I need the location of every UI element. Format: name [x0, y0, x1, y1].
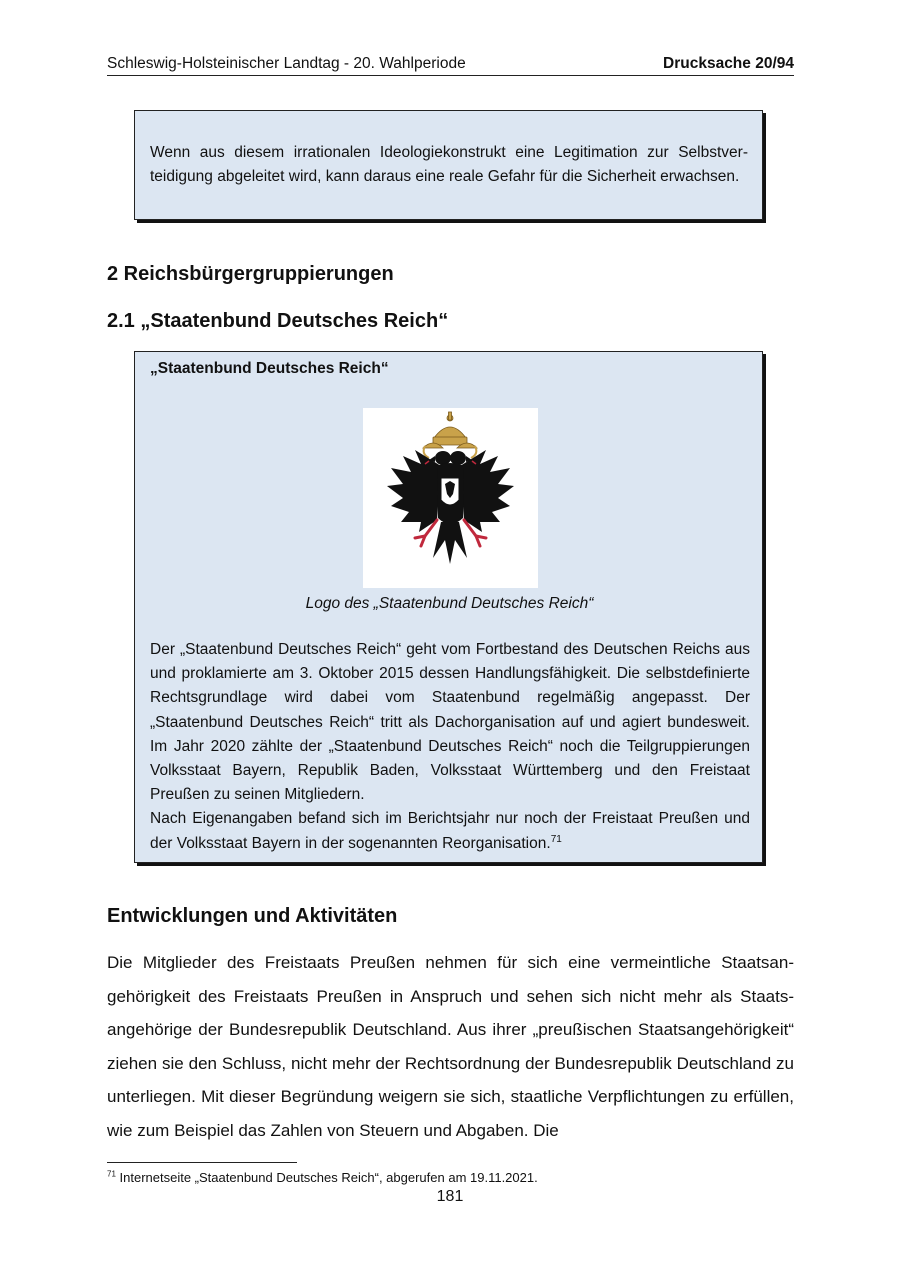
header-title: Schleswig-Holsteinischer Landtag - 20. Wahlperiode: [107, 55, 466, 72]
logo-caption: Logo des „Staatenbund Deutsches Reich“: [305, 595, 594, 612]
eagle-icon: [363, 408, 538, 588]
developments-heading: Entwicklungen und Aktivitäten: [107, 905, 398, 927]
footnote: [107, 1169, 538, 1186]
info-box-text: Wenn aus diesem irrationalen Ideologiekonstrukt eine Legitimation zur Selbstverteidigung abgeleitet wird, kann daraus eine reale Gefahr für die Sicherheit erwachsen.: [150, 144, 748, 185]
section-heading: 2 Reichsbürgergruppierungen: [107, 263, 394, 285]
page-number: 181: [436, 1188, 464, 1205]
info-box-body: [150, 638, 750, 856]
document-number: Drucksache 20/94: [663, 55, 794, 72]
info-box-paragraph: Nach Eigenangaben befand sich im Berichtsjahr nur noch der Freistaat Preußen und der Volksstaat Bayern in der sogenannten Reorganisation.$^{71}$: [150, 810, 750, 852]
footnote-divider: [107, 1162, 297, 1163]
info-box-title: „Staatenbund Deutsches Reich“: [150, 360, 389, 377]
footnote-reference[interactable]: 71: [550, 833, 562, 845]
page-header: [107, 54, 794, 76]
info-box-intro: [134, 110, 763, 220]
footnote-text: Internetseite „Staatenbund Deutsches Reich“, abgerufen am 19.11.2021.: [115, 1170, 538, 1185]
footnote-number: 71: [107, 1169, 116, 1179]
info-box-staatenbund: [134, 351, 763, 863]
info-box-paragraph: Der „Staatenbund Deutsches Reich“ geht vom Fortbestand des Deutschen Reichs aus und proklamierte am 3. Oktober 2015 dessen Handlungsfähigkeit. Die selbstdefinierte Rechtsgrundlage wird dabei vom Staatenbund regelmäßig angepasst. Der „Staatenbund Deutsches Reich“ tritt als Dachorganisation auf und agiert bundesweit. Im Jahr 2020 zählte der „Staatenbund Deutsches Reich“ noch die Teilgruppierungen Volksstaat Bayern, Republik Baden, Volksstaat Württemberg und den Freistaat Preußen zu seinen Mitgliedern.: [150, 641, 750, 804]
eagle-logo-image: [363, 408, 538, 588]
developments-paragraph: Die Mitglieder des Freistaats Preußen nehmen für sich eine vermeintliche Staatsangehörigkeit des Freistaats Preußen in Anspruch und sehen sich nicht mehr als Staatsangehörige der Bundesrepublik Deutschland. Aus ihrer „preußischen Staatsangehörigkeit“ ziehen sie den Schluss, nicht mehr der Rechtsordnung der Bundesrepublik Deutschland zu unterliegen. Mit dieser Begründung weigern sie sich, staatliche Verpflichtungen zu erfüllen, wie zum Beispiel das Zahlen von Steuern und Abgaben. Die: [107, 953, 794, 1140]
subsection-heading: 2.1 „Staatenbund Deutsches Reich“: [107, 310, 449, 332]
